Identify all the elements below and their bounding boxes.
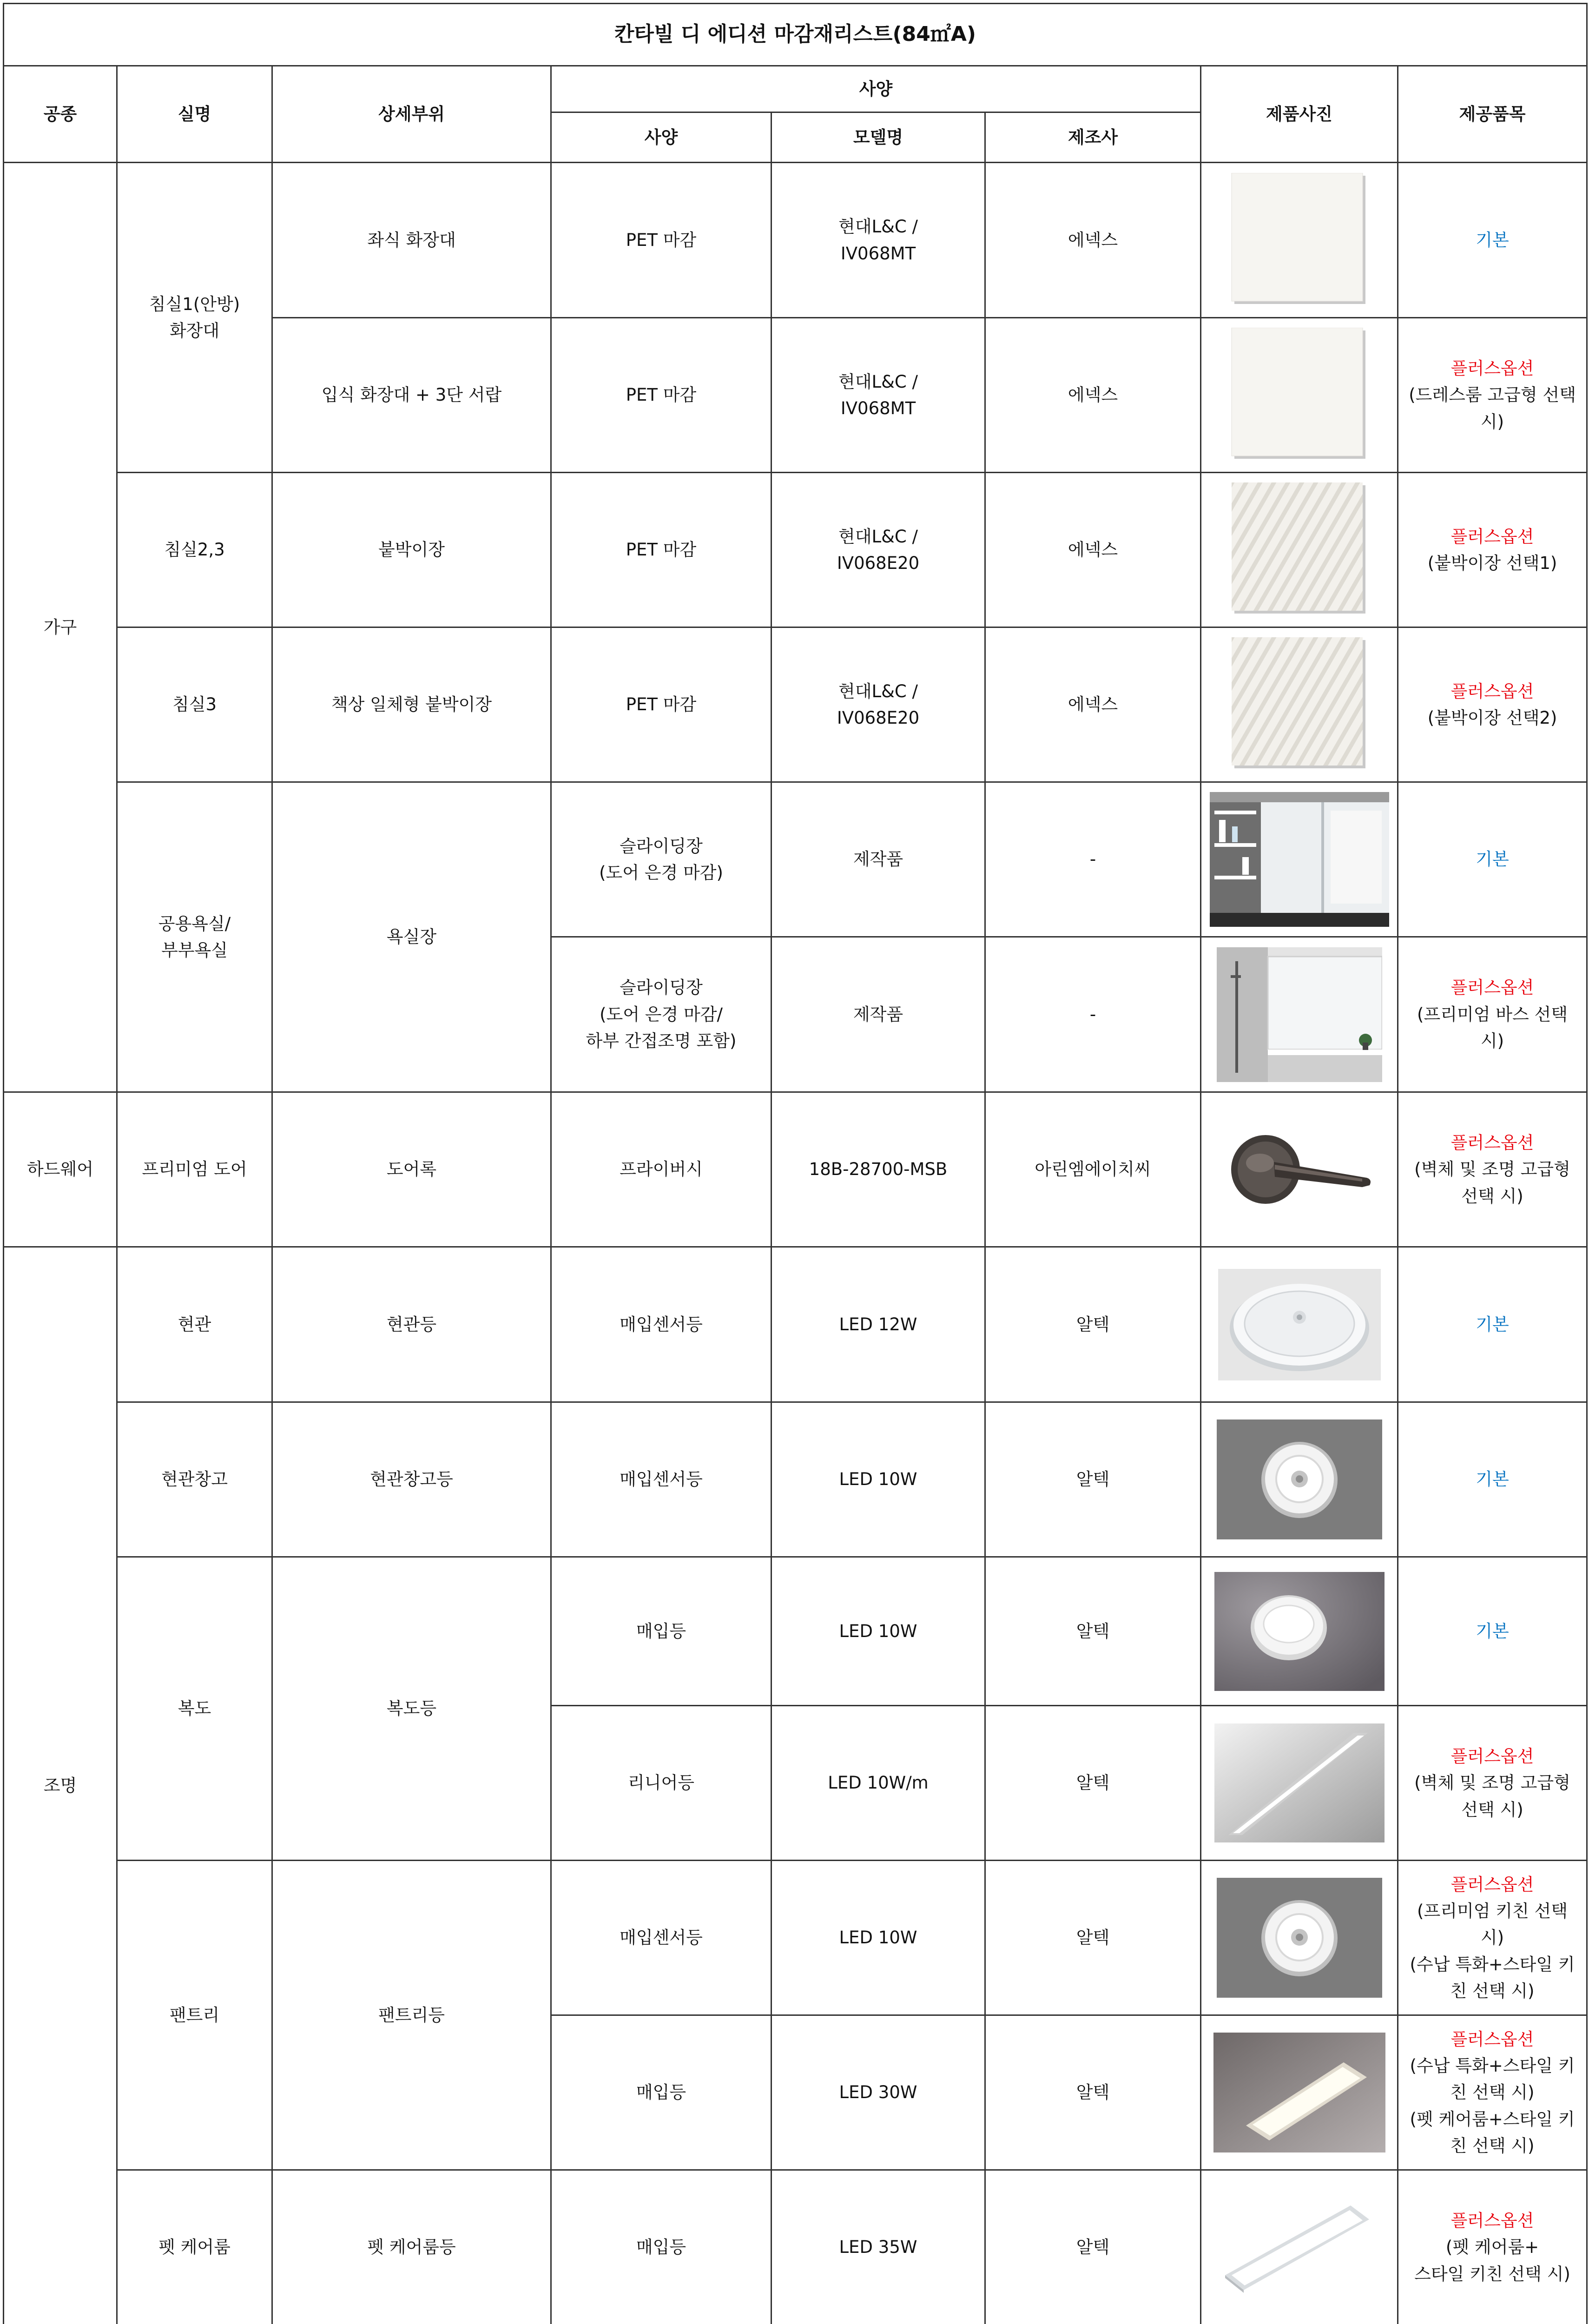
photo-cell [1201,1706,1398,1861]
spec-cell: PET 마감 [551,473,771,627]
provided-status: 플러스옵션 [1451,1132,1534,1153]
table-row [4,163,1587,318]
photo-cell [1201,627,1398,782]
provided-status: 플러스옵션 [1451,358,1534,378]
detail-cell: 현관창고등 [272,1402,551,1557]
room-cell: 침실3 [117,627,272,782]
table-row [4,782,1587,937]
model-cell: 18B-28700-MSB [771,1092,985,1247]
detail-cell: 욕실장 [272,782,551,1092]
header-maker: 제조사 [985,112,1201,163]
round-sensor-light-icon [1218,1269,1381,1380]
spec-cell: 매입센서등 [551,1402,771,1557]
linear-light-icon [1214,1723,1385,1842]
table-row [4,1092,1587,1247]
model-cell: LED 10W [771,1557,985,1706]
provided-cell [1398,1557,1587,1706]
provided-cell [1398,1861,1587,2015]
spec-cell: 리니어등 [551,1706,771,1861]
photo-cell [1201,937,1398,1092]
model-cell: LED 12W [771,1247,985,1402]
provided-cell [1398,782,1587,937]
room-cell: 침실1(안방) 화장대 [117,163,272,473]
model-cell: LED 10W [771,1861,985,2015]
maker-cell: 알텍 [985,1861,1201,2015]
photo-cell [1201,1092,1398,1247]
header-photo: 제품사진 [1201,66,1398,163]
room-cell: 팬트리 [117,1861,272,2170]
photo-cell [1201,1557,1398,1706]
group-furniture: 가구 [4,163,117,1092]
provided-note: (벽체 및 조명 고급형 선택 시) [1414,1159,1570,1206]
table-row [4,473,1587,627]
table-row [4,1402,1587,1557]
provided-cell [1398,163,1587,318]
downlight-icon [1214,1572,1385,1691]
detail-cell: 입식 화장대 + 3단 서랍 [272,318,551,473]
provided-cell [1398,937,1587,1092]
provided-status: 플러스옵션 [1451,681,1534,701]
maker-cell: 에넥스 [985,318,1201,473]
bathroom-mirror-photo [1217,947,1382,1082]
spec-cell: 매입등 [551,2015,771,2170]
slim-panel-light-icon [1216,2192,1383,2303]
detail-cell: 책상 일체형 붙박이장 [272,627,551,782]
room-cell: 복도 [117,1557,272,1861]
provided-status: 플러스옵션 [1451,2210,1534,2231]
maker-cell: 알텍 [985,2170,1201,2324]
maker-cell: 알텍 [985,1402,1201,1557]
maker-cell: 알텍 [985,2015,1201,2170]
provided-cell [1398,1706,1587,1861]
provided-cell [1398,1402,1587,1557]
maker-cell: 알텍 [985,1706,1201,1861]
provided-status: 플러스옵션 [1451,526,1534,547]
provided-status: 기본 [1476,1469,1509,1490]
maker-cell: 알텍 [985,1247,1201,1402]
white-panel-icon [1230,328,1369,462]
header-provided: 제공품목 [1398,66,1587,163]
detail-cell: 붙박이장 [272,473,551,627]
detail-cell: 복도등 [272,1557,551,1861]
provided-note: (펫 케어룸+스타일 키친 선택 시) [1410,2109,1575,2156]
table-row [4,627,1587,782]
provided-status: 플러스옵션 [1451,1874,1534,1895]
provided-note: (드레스룸 고급형 선택 시) [1409,385,1576,432]
header-spec: 사양 [551,112,771,163]
photo-cell [1201,1861,1398,2015]
provided-status: 기본 [1476,1621,1509,1641]
provided-note: (프리미엄 키친 선택 시) [1417,1901,1568,1948]
spec-cell: 매입센서등 [551,1861,771,2015]
room-cell: 공용욕실/ 부부욕실 [117,782,272,1092]
model-cell: 제작품 [771,782,985,937]
group-hardware: 하드웨어 [4,1092,117,1247]
bathroom-cabinet-photo [1210,792,1389,927]
maker-cell: - [985,782,1201,937]
provided-note: (붙박이장 선택2) [1427,708,1557,728]
panel-light-icon [1213,2033,1385,2152]
detail-cell: 팬트리등 [272,1861,551,2170]
provided-cell [1398,2170,1587,2324]
door-lever-icon [1223,1123,1376,1216]
room-cell: 현관 [117,1247,272,1402]
photo-cell [1201,473,1398,627]
photo-cell [1201,1247,1398,1402]
provided-status: 기본 [1476,1314,1509,1334]
maker-cell: 에넥스 [985,627,1201,782]
table-row [4,1247,1587,1402]
detail-cell: 펫 케어룸등 [272,2170,551,2324]
detail-cell: 도어록 [272,1092,551,1247]
provided-cell [1398,2015,1587,2170]
spec-cell: PET 마감 [551,318,771,473]
diagonal-texture-panel-icon [1230,637,1369,772]
model-cell: 제작품 [771,937,985,1092]
photo-cell [1201,318,1398,473]
header-model: 모델명 [771,112,985,163]
maker-cell: - [985,937,1201,1092]
table-row [4,2170,1587,2324]
detail-cell: 현관등 [272,1247,551,1402]
header-spec-group: 사양 [551,66,1201,112]
header-trade: 공종 [4,66,117,163]
room-cell: 프리미엄 도어 [117,1092,272,1247]
provided-note: (펫 케어룸+ 스타일 키친 선택 시) [1414,2237,1570,2284]
provided-status: 플러스옵션 [1451,1746,1534,1766]
room-cell: 현관창고 [117,1402,272,1557]
photo-cell [1201,2015,1398,2170]
photo-cell [1201,2170,1398,2324]
provided-cell [1398,473,1587,627]
maker-cell: 에넥스 [985,473,1201,627]
provided-status: 기본 [1476,849,1509,870]
room-cell: 펫 케어룸 [117,2170,272,2324]
spec-cell: PET 마감 [551,627,771,782]
small-sensor-light-icon [1217,1419,1382,1539]
spec-cell: 프라이버시 [551,1092,771,1247]
provided-status: 플러스옵션 [1451,977,1534,998]
maker-cell: 알텍 [985,1557,1201,1706]
photo-cell [1201,782,1398,937]
maker-cell: 아린엠에이치씨 [985,1092,1201,1247]
spec-cell: 슬라이딩장 (도어 은경 마감) [551,782,771,937]
provided-note: (수납 특화+스타일 키친 선택 시) [1410,1954,1575,2001]
white-panel-icon [1230,173,1369,308]
model-cell: 현대L&C / IV068MT [771,318,985,473]
provided-cell [1398,627,1587,782]
model-cell: 현대L&C / IV068E20 [771,473,985,627]
spec-cell: 슬라이딩장 (도어 은경 마감/ 하부 간접조명 포함) [551,937,771,1092]
model-cell: LED 35W [771,2170,985,2324]
model-cell: LED 30W [771,2015,985,2170]
header-detail: 상세부위 [272,66,551,163]
provided-cell [1398,318,1587,473]
finish-material-table [3,3,1588,2324]
model-cell: 현대L&C / IV068MT [771,163,985,318]
maker-cell: 에넥스 [985,163,1201,318]
photo-cell [1201,163,1398,318]
table-row [4,1557,1587,1706]
provided-status: 기본 [1476,230,1509,250]
detail-cell: 좌식 화장대 [272,163,551,318]
spec-cell: 매입등 [551,1557,771,1706]
model-cell: 현대L&C / IV068E20 [771,627,985,782]
model-cell: LED 10W/m [771,1706,985,1861]
small-sensor-light-icon [1217,1878,1382,1998]
provided-note: (수납 특화+스타일 키친 선택 시) [1410,2055,1575,2103]
provided-cell [1398,1247,1587,1402]
room-cell: 침실2,3 [117,473,272,627]
provided-note: (프리미엄 바스 선택 시) [1417,1004,1568,1051]
spec-cell: 매입등 [551,2170,771,2324]
provided-note: (벽체 및 조명 고급형 선택 시) [1414,1773,1570,1820]
spec-cell: 매입센서등 [551,1247,771,1402]
model-cell: LED 10W [771,1402,985,1557]
diagonal-texture-panel-icon [1230,482,1369,617]
spec-cell: PET 마감 [551,163,771,318]
provided-cell [1398,1092,1587,1247]
header-room: 실명 [117,66,272,163]
photo-cell [1201,1402,1398,1557]
table-row [4,1861,1587,2015]
group-lighting: 조명 [4,1247,117,2324]
table-title: 칸타빌 디 에디션 마감재리스트(84㎡A) [4,4,1587,66]
provided-note: (붙박이장 선택1) [1427,553,1557,573]
provided-status: 플러스옵션 [1451,2029,1534,2049]
